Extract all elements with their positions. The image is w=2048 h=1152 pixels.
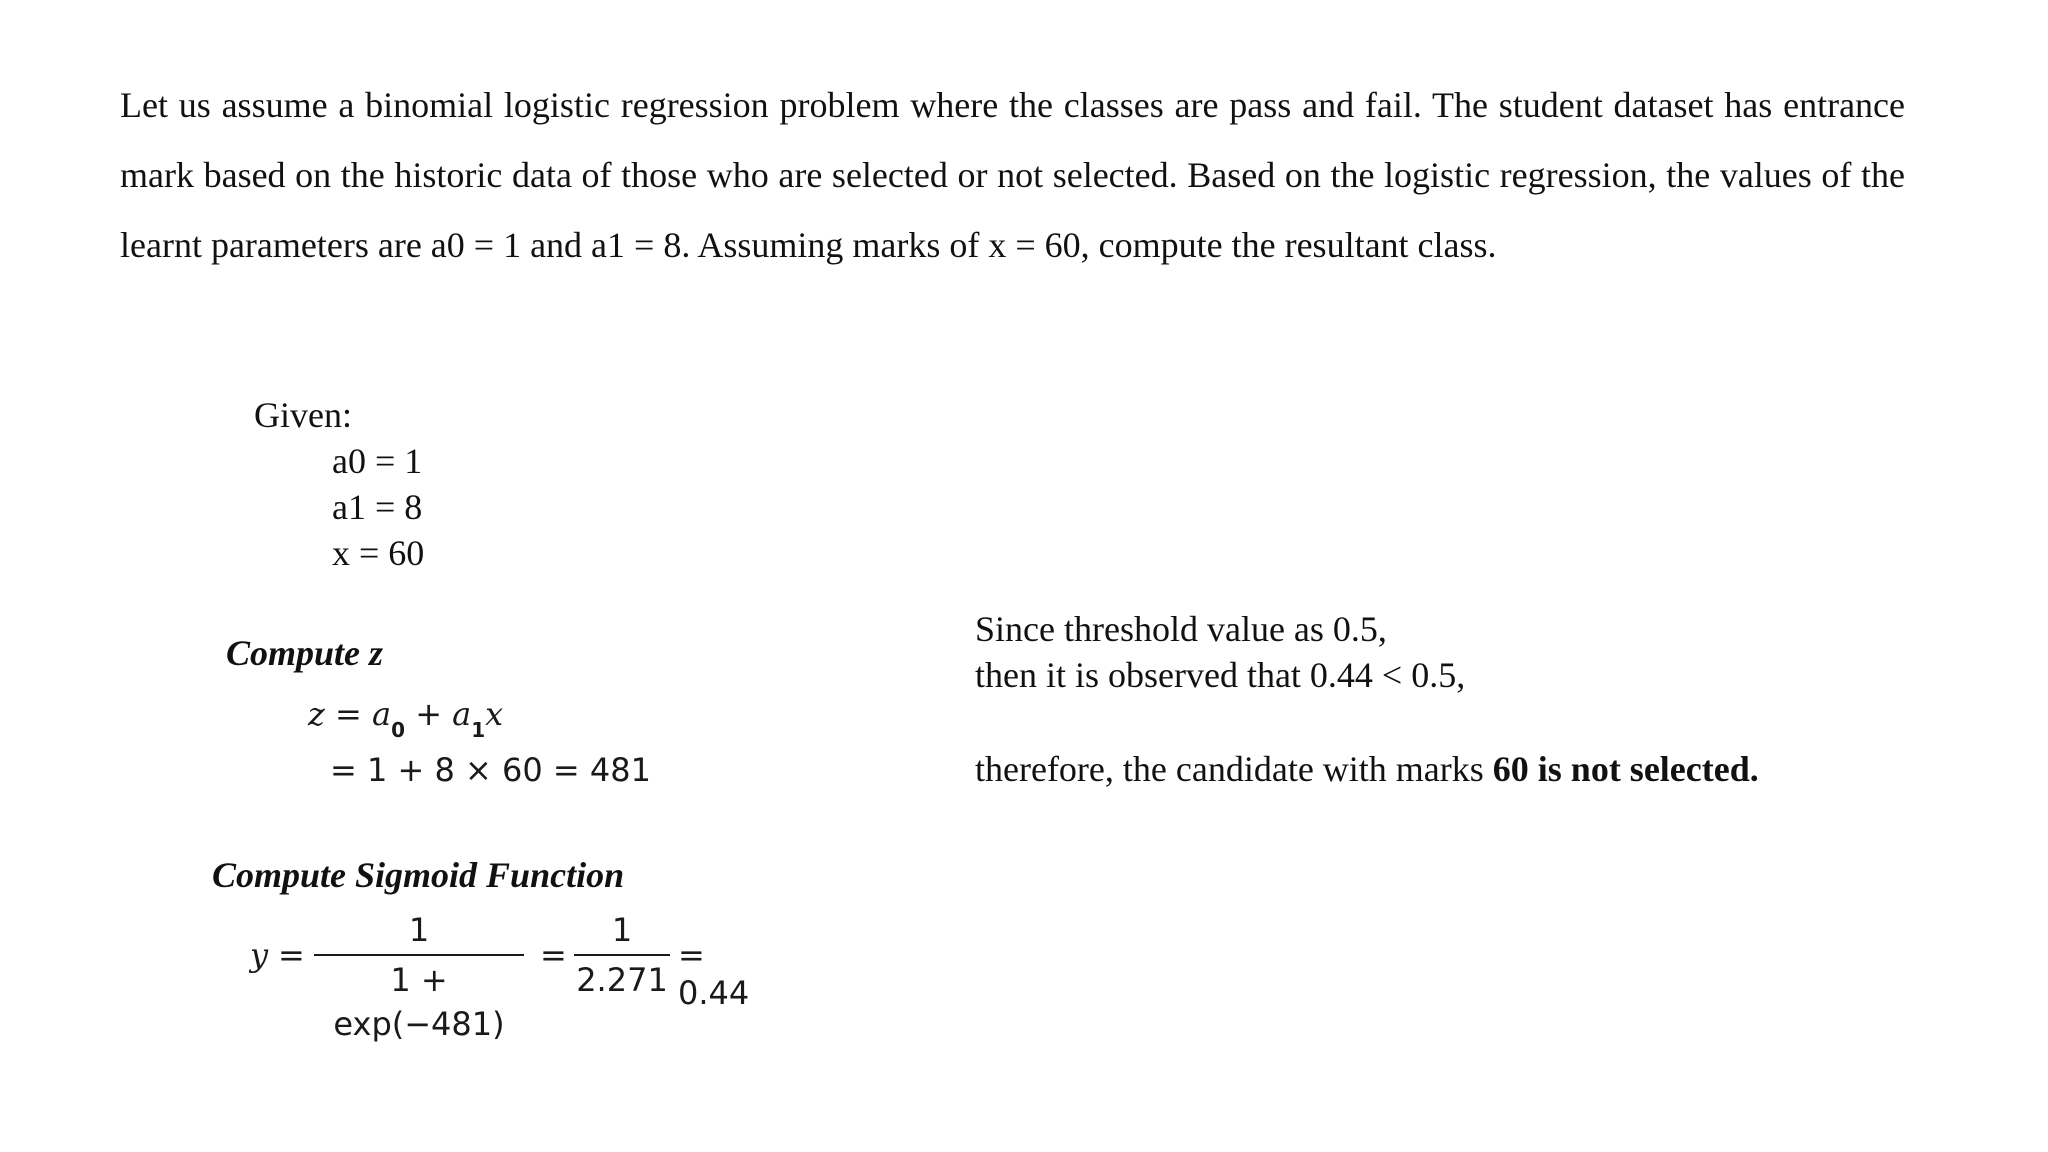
fraction-bar bbox=[314, 954, 524, 956]
sigmoid-fraction-2 bbox=[574, 908, 670, 1002]
z-formula-a1: a bbox=[452, 695, 472, 733]
conclusion-verdict: 60 is not selected. bbox=[1492, 749, 1759, 789]
sigmoid-y: y bbox=[250, 936, 269, 974]
conclusion-line-3 bbox=[975, 746, 1759, 792]
z-formula bbox=[308, 694, 504, 742]
sigmoid-result: = 0.44 bbox=[678, 936, 750, 1012]
given-label: Given: bbox=[254, 395, 352, 435]
given-a1: a1 = 8 bbox=[332, 487, 423, 527]
z-formula-x: x bbox=[485, 695, 504, 733]
sigmoid-heading: Compute Sigmoid Function bbox=[212, 855, 625, 895]
compute-z-heading: Compute z bbox=[226, 633, 384, 673]
sigmoid-eq-2: = bbox=[540, 936, 567, 974]
z-formula-sub0: 0 bbox=[391, 718, 406, 742]
sigmoid-fraction-1-denominator: 1 + exp(−481) bbox=[333, 961, 505, 1043]
sigmoid-fraction-2-numerator: 1 bbox=[611, 911, 633, 949]
conclusion-line-1: Since threshold value as 0.5, bbox=[975, 609, 1387, 649]
fraction-bar bbox=[574, 954, 670, 956]
conclusion-line-2: then it is observed that 0.44 < 0.5, bbox=[975, 655, 1466, 695]
given-a0: a0 = 1 bbox=[332, 441, 423, 481]
sigmoid-fraction-1-numerator: 1 bbox=[408, 911, 430, 949]
problem-statement: Let us assume a binomial logistic regression problem where the classes are pass and fail. The student dataset has entrance mark based on the historic data of those who are selected or not selected. Based on the logistic regression, the values of the learnt parameters are a0 = 1 and a1 = 8. Assuming marks of x = 60, compute the resultant class. bbox=[120, 85, 1905, 265]
z-formula-lhs: z = bbox=[308, 695, 373, 733]
z-formula-plus: + bbox=[405, 695, 453, 733]
z-formula-a0: a bbox=[372, 695, 392, 733]
sigmoid-fraction-1 bbox=[314, 908, 524, 1046]
conclusion-line-3-text: therefore, the candidate with marks bbox=[975, 749, 1493, 789]
z-evaluation: = 1 + 8 × 60 = 481 bbox=[330, 751, 651, 789]
given-x: x = 60 bbox=[332, 533, 425, 573]
z-formula-sub1: 1 bbox=[471, 718, 486, 742]
sigmoid-eq-1: = bbox=[278, 936, 305, 974]
sigmoid-fraction-2-denominator: 2.271 bbox=[576, 961, 668, 999]
